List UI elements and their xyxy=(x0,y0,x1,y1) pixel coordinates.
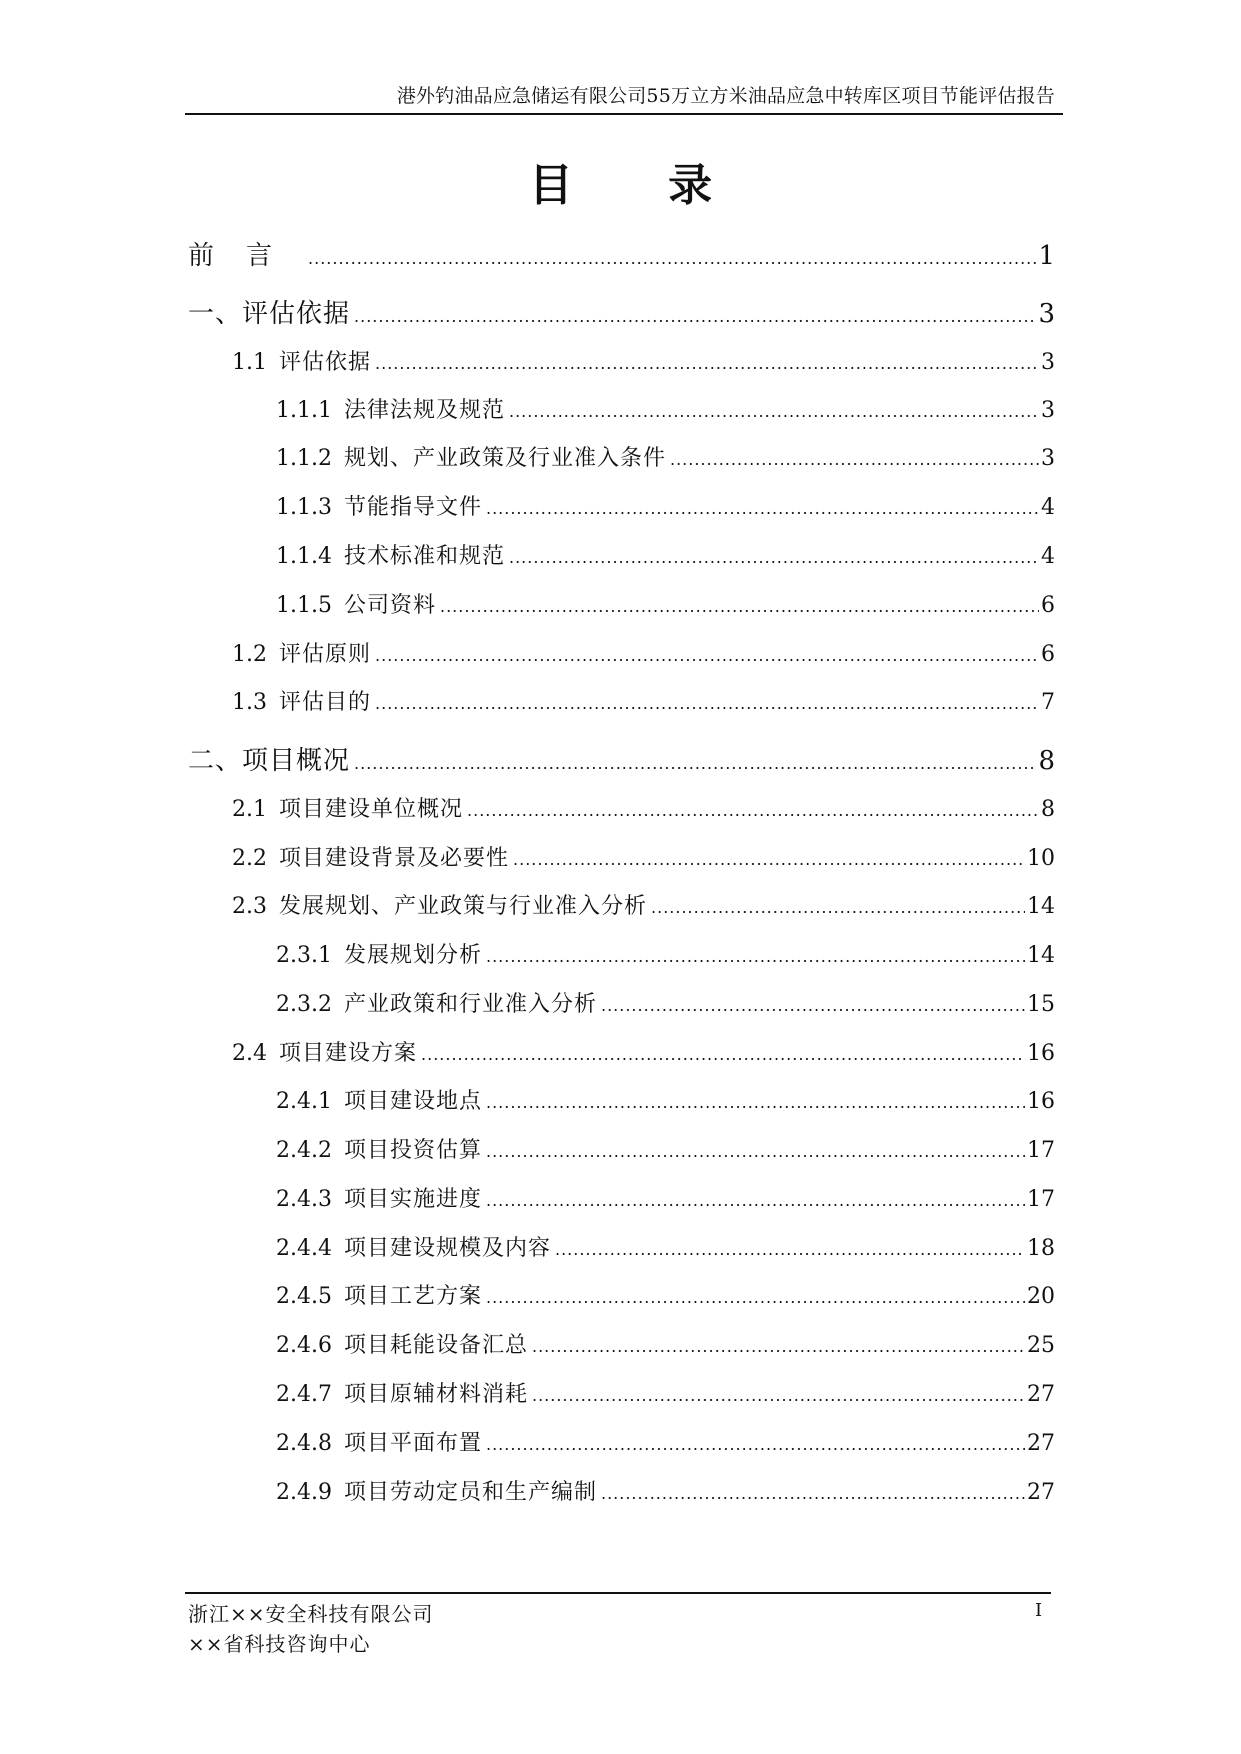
toc-entry-number: 2.4.6 xyxy=(276,1333,332,1358)
toc-entry-page: 14 xyxy=(1027,943,1055,968)
toc-entry-number: 2.3.1 xyxy=(276,943,332,968)
toc-entry-page: 3 xyxy=(1038,299,1055,329)
toc-leader-dots xyxy=(532,1332,1025,1362)
toc-entry-label: 项目实施进度 xyxy=(343,1187,482,1212)
toc-entry-page: 4 xyxy=(1041,495,1055,520)
toc-entry-number: 2.2 xyxy=(232,846,267,871)
toc-entry-1-1-4[interactable] xyxy=(276,542,1055,573)
toc-entry-label: 产业政策和行业准入分析 xyxy=(343,992,597,1017)
toc-entry-page: 4 xyxy=(1041,544,1055,569)
toc-entry-label: 法律法规及规范 xyxy=(343,398,505,423)
toc-leader-dots xyxy=(555,1235,1025,1265)
toc-entry-label: 二、项目概况 xyxy=(188,746,351,776)
toc-leader-dots xyxy=(486,1430,1025,1460)
toc-leader-dots xyxy=(486,1088,1025,1118)
toc-entry-2-1[interactable] xyxy=(232,795,1055,826)
toc-entry-number: 1.1 xyxy=(232,350,267,375)
toc-leader-dots xyxy=(486,494,1039,524)
toc-leader-dots xyxy=(670,445,1039,475)
toc-entry-1-3[interactable] xyxy=(232,688,1055,719)
toc-entry-chapter-1[interactable] xyxy=(188,297,1055,334)
toc-leader-dots xyxy=(308,242,1036,276)
toc-entry-label: 评估依据 xyxy=(279,350,372,375)
toc-entry-label: 技术标准和规范 xyxy=(343,544,505,569)
toc-leader-dots xyxy=(486,942,1025,972)
toc-leader-dots xyxy=(486,1137,1025,1167)
toc-entry-number: 2.4.1 xyxy=(276,1089,332,1114)
toc-leader-dots xyxy=(532,1381,1025,1411)
toc-entry-page: 6 xyxy=(1041,593,1055,618)
toc-entry-label: 项目耗能设备汇总 xyxy=(343,1333,528,1358)
toc-entry-label: 项目劳动定员和生产编制 xyxy=(343,1480,597,1505)
toc-entry-label: 项目原辅材料消耗 xyxy=(343,1382,528,1407)
toc-entry-2-4-5[interactable] xyxy=(276,1282,1055,1313)
toc-entry-page: 27 xyxy=(1027,1382,1055,1407)
toc-entry-label: 项目建设地点 xyxy=(343,1089,482,1114)
toc-entry-number: 2.3.2 xyxy=(276,992,332,1017)
toc-entry-2-4[interactable] xyxy=(232,1039,1055,1070)
toc-entry-label: 项目平面布置 xyxy=(343,1431,482,1456)
toc-entry-label: 规划、产业政策及行业准入条件 xyxy=(343,446,666,471)
toc-entry-2-4-1[interactable] xyxy=(276,1087,1055,1118)
toc-entry-number: 1.1.4 xyxy=(276,544,332,569)
toc-entry-number: 2.4.2 xyxy=(276,1138,332,1163)
toc-entry-number: 1.3 xyxy=(232,690,267,715)
toc-entry-number: 2.4 xyxy=(232,1041,267,1066)
toc-entry-label: 发展规划、产业政策与行业准入分析 xyxy=(279,894,648,919)
toc-entry-1-1-2[interactable] xyxy=(276,444,1055,475)
toc-leader-dots xyxy=(486,1283,1025,1313)
toc-entry-page: 16 xyxy=(1027,1041,1055,1066)
toc-entry-number: 2.4.8 xyxy=(276,1431,332,1456)
page-number: I xyxy=(1035,1600,1043,1621)
toc-entry-page: 3 xyxy=(1041,350,1055,375)
toc-entry-2-4-4[interactable] xyxy=(276,1234,1055,1265)
toc-entry-2-2[interactable] xyxy=(232,844,1055,875)
toc-entry-2-4-3[interactable] xyxy=(276,1185,1055,1216)
toc-leader-dots xyxy=(440,592,1039,622)
toc-entry-1-1-3[interactable] xyxy=(276,493,1055,524)
page-title: 目 录 xyxy=(528,160,753,211)
header-title: 港外钓油品应急储运有限公司55万立方米油品应急中转库区项目节能评估报告 xyxy=(396,85,1055,107)
toc-entry-label: 项目建设背景及必要性 xyxy=(279,846,510,871)
toc-entry-label: 项目建设规模及内容 xyxy=(343,1236,551,1261)
toc-entry-number: 2.3 xyxy=(232,894,267,919)
toc-leader-dots xyxy=(601,1479,1025,1509)
toc-leader-dots xyxy=(467,796,1039,826)
toc-entry-number: 1.2 xyxy=(232,642,267,667)
toc-entry-label: 前言 xyxy=(188,241,305,271)
page-footer xyxy=(188,1599,434,1659)
toc-entry-page: 1 xyxy=(1038,241,1055,271)
toc-entry-number: 1.1.2 xyxy=(276,446,332,471)
toc-entry-page: 27 xyxy=(1027,1431,1055,1456)
toc-entry-2-3[interactable] xyxy=(232,892,1055,923)
toc-entry-page: 3 xyxy=(1041,398,1055,423)
footer-company: 浙江××安全科技有限公司 xyxy=(188,1602,434,1626)
toc-entry-page: 10 xyxy=(1027,846,1055,871)
toc-entry-page: 25 xyxy=(1027,1333,1055,1358)
toc-leader-dots xyxy=(421,1040,1025,1070)
toc-entry-2-4-7[interactable] xyxy=(276,1380,1055,1411)
toc-entry-2-3-2[interactable] xyxy=(276,990,1055,1021)
toc-leader-dots xyxy=(375,641,1039,671)
toc-leader-dots xyxy=(509,543,1039,573)
toc-entry-2-4-9[interactable] xyxy=(276,1478,1055,1509)
toc-entry-2-4-6[interactable] xyxy=(276,1331,1055,1362)
toc-leader-dots xyxy=(375,349,1039,379)
toc-leader-dots xyxy=(354,300,1036,334)
toc-leader-dots xyxy=(375,689,1039,719)
toc-entry-label: 发展规划分析 xyxy=(343,943,482,968)
toc-leader-dots xyxy=(509,397,1039,427)
toc-entry-2-4-2[interactable] xyxy=(276,1136,1055,1167)
toc-leader-dots xyxy=(651,893,1025,923)
toc-entry-page: 15 xyxy=(1027,992,1055,1017)
toc-entry-label: 节能指导文件 xyxy=(343,495,482,520)
toc-entry-number: 1.1.3 xyxy=(276,495,332,520)
toc-leader-dots xyxy=(513,845,1025,875)
toc-entry-label: 评估目的 xyxy=(279,690,372,715)
footer-center: ××省科技咨询中心 xyxy=(188,1632,371,1656)
toc-entry-page: 6 xyxy=(1041,642,1055,667)
toc-entry-label: 项目建设方案 xyxy=(279,1041,418,1066)
toc-entry-number: 1.1.1 xyxy=(276,398,332,423)
toc-entry-page: 8 xyxy=(1038,746,1055,776)
toc-entry-page: 20 xyxy=(1027,1284,1055,1309)
toc-entry-label: 项目投资估算 xyxy=(343,1138,482,1163)
toc-entry-label: 一、评估依据 xyxy=(188,299,351,329)
toc-entry-number: 2.4.9 xyxy=(276,1480,332,1505)
toc-entry-page: 17 xyxy=(1027,1138,1055,1163)
toc-entry-page: 27 xyxy=(1027,1480,1055,1505)
toc-leader-dots xyxy=(601,991,1025,1021)
toc-leader-dots xyxy=(486,1186,1025,1216)
toc-entry-label: 评估原则 xyxy=(279,642,372,667)
toc-entry-1-1-5[interactable] xyxy=(276,591,1055,622)
toc-entry-2-4-8[interactable] xyxy=(276,1429,1055,1460)
footer-rule xyxy=(185,1592,1051,1594)
toc-entry-chapter-2[interactable] xyxy=(188,744,1055,781)
toc-entry-page: 14 xyxy=(1027,894,1055,919)
toc-entry-1-1[interactable] xyxy=(232,348,1055,379)
toc-entry-number: 2.4.7 xyxy=(276,1382,332,1407)
toc-leader-dots xyxy=(354,747,1036,781)
toc-entry-number: 1.1.5 xyxy=(276,593,332,618)
toc-entry-number: 2.1 xyxy=(232,797,267,822)
toc-entry-1-2[interactable] xyxy=(232,640,1055,671)
toc-entry-page: 18 xyxy=(1027,1236,1055,1261)
toc-entry-label: 项目工艺方案 xyxy=(343,1284,482,1309)
toc-entry-page: 7 xyxy=(1041,690,1055,715)
toc-entry-number: 2.4.5 xyxy=(276,1284,332,1309)
toc-entry-page: 8 xyxy=(1041,797,1055,822)
toc-entry-1-1-1[interactable] xyxy=(276,396,1055,427)
toc-entry-page: 16 xyxy=(1027,1089,1055,1114)
toc-entry-label: 项目建设单位概况 xyxy=(279,797,464,822)
toc-entry-number: 2.4.4 xyxy=(276,1236,332,1261)
toc-entry-page: 3 xyxy=(1041,446,1055,471)
toc-entry-page: 17 xyxy=(1027,1187,1055,1212)
toc-entry-number: 2.4.3 xyxy=(276,1187,332,1212)
toc-entry-preface[interactable] xyxy=(188,239,1055,276)
toc-entry-2-3-1[interactable] xyxy=(276,941,1055,972)
toc-entry-label: 公司资料 xyxy=(343,593,436,618)
